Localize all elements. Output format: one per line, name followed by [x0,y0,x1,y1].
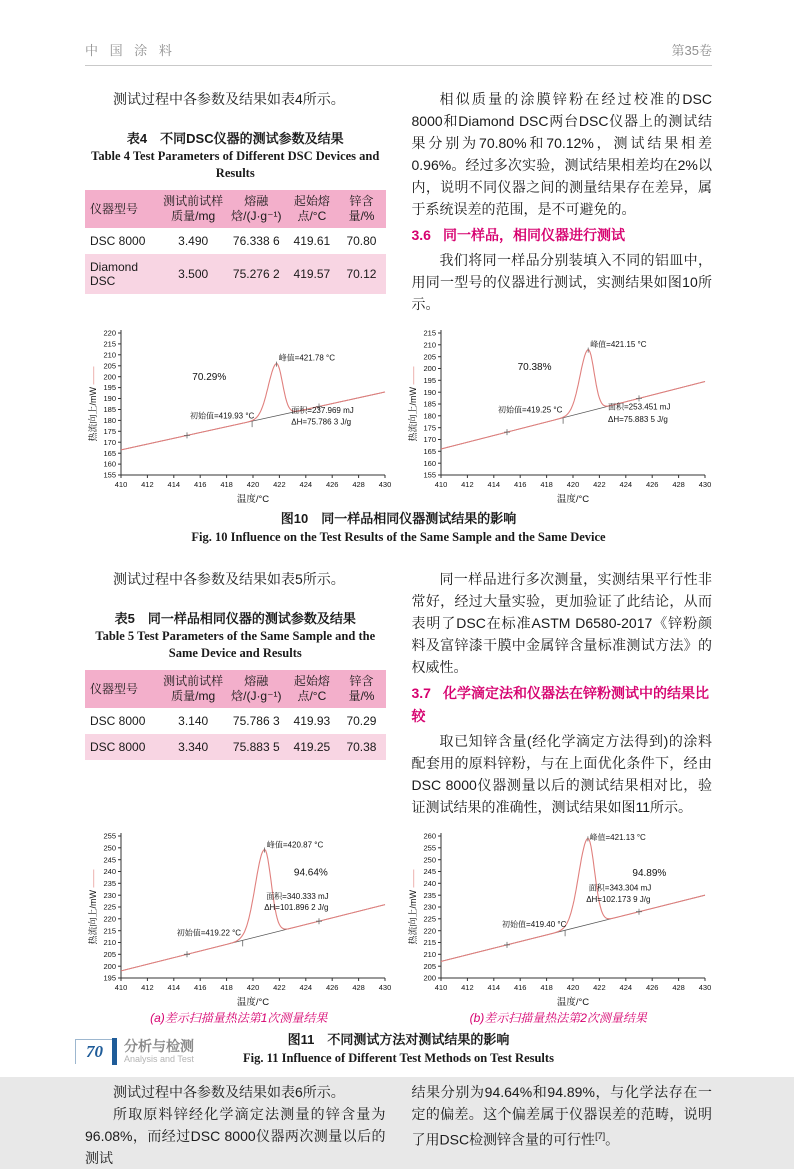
section-heading-3-7 [412,682,713,728]
svg-text:初始值=419.22 °C: 初始值=419.22 °C [176,928,242,938]
column-header: 锌含量/% [337,670,385,708]
svg-text:422: 422 [273,480,286,489]
svg-text:205: 205 [422,352,436,362]
svg-text:414: 414 [487,480,500,489]
table-cell: 419.93 [293,714,331,728]
svg-text:165: 165 [422,446,436,456]
table-cell: DSC 8000 [90,714,146,728]
svg-text:215: 215 [103,339,116,349]
svg-text:94.64%: 94.64% [293,867,328,879]
table-4 [85,190,386,294]
left-column-2 [85,568,386,818]
svg-text:200: 200 [103,372,116,382]
row-1 [85,88,712,315]
svg-text:面积=253.451 mJ: 面积=253.451 mJ [607,402,670,412]
table4-title-en-1: Table 4 Test Parameters of Different DSC Devices and [91,149,380,163]
svg-text:ΔH=101.896 2 J/g: ΔH=101.896 2 J/g [264,902,329,912]
svg-text:210: 210 [422,949,436,959]
table-cell: 75.883 5 [232,740,280,754]
svg-text:420: 420 [566,983,579,992]
journal-name: 中 国 涂 料 [85,43,176,58]
table5-title-en-1: Table 5 Test Parameters of the Same Sample and the [95,629,376,643]
column-header: 起始熔点/°C [286,670,337,708]
figure-10-charts [85,325,712,505]
svg-text:240: 240 [103,867,116,877]
figure-11-charts [85,828,712,1026]
svg-text:190: 190 [103,394,116,404]
table5-title-en-2: Same Device and Results [168,646,302,660]
svg-text:峰值=420.87 °C: 峰值=420.87 °C [266,840,324,850]
svg-text:195: 195 [103,973,116,983]
svg-text:热流向上/mW ——: 热流向上/mW —— [88,869,98,945]
dsc-curve-svg [405,828,711,1008]
svg-text:175: 175 [422,423,436,433]
reference-7: [7] [595,1131,606,1141]
table-cell: 419.57 [293,267,331,281]
figure-10-caption-en: Fig. 10 Influence on the Test Results of the Same Sample and the Same Device [191,530,606,544]
svg-text:426: 426 [325,983,339,992]
table-5 [85,670,386,760]
svg-text:245: 245 [422,867,436,877]
svg-text:温度/°C: 温度/°C [556,494,589,505]
svg-text:225: 225 [103,902,116,912]
column-header: 起始熔点/°C [286,190,337,228]
svg-text:热流向上/mW ——: 热流向上/mW —— [88,366,98,442]
page-header [85,0,712,59]
svg-text:250: 250 [422,855,436,865]
svg-text:422: 422 [592,983,606,992]
paragraph-chemical-result: 所取原料锌经化学滴定法测量的锌含量为96.08%，而经过DSC 8000仪器两次测量以后的测试 [85,1106,386,1166]
svg-text:418: 418 [539,983,553,992]
table-row [85,734,386,760]
section-heading-3-6 [412,224,713,247]
svg-text:180: 180 [103,416,116,425]
conclusion-end: 。 [605,1131,620,1148]
figure-11-caption-cn: 图11 不同测试方法对测试结果的影响 [287,1032,510,1047]
svg-text:200: 200 [103,961,116,971]
figure-10-caption [85,509,712,546]
svg-text:峰值=421.78 °C: 峰值=421.78 °C [278,353,336,363]
table-cell: 76.338 6 [232,234,280,248]
svg-text:412: 412 [141,480,154,489]
svg-text:热流向上/mW ——: 热流向上/mW —— [407,869,418,945]
footer-section-en: Analysis and Test [124,1053,194,1064]
svg-text:面积=343.304 mJ: 面积=343.304 mJ [588,883,651,893]
svg-text:412: 412 [460,983,474,992]
svg-text:220: 220 [103,914,116,924]
right-column-3 [412,1081,713,1169]
column-header: 熔融焓/(J·g⁻¹) [226,190,286,228]
svg-text:420: 420 [246,480,260,489]
footer-section [124,1039,194,1065]
table-cell: DSC 8000 [90,740,146,754]
figure-11-caption-en: Fig. 11 Influence of Different Test Methods on Test Results [243,1051,554,1065]
svg-text:410: 410 [434,480,447,489]
svg-text:210: 210 [103,938,116,948]
paragraph-table5-intro: 测试过程中各参数及结果如表5所示。 [113,571,345,587]
svg-text:面积=237.969 mJ: 面积=237.969 mJ [291,406,354,415]
dsc-curve-svg [405,325,711,505]
svg-text:235: 235 [103,878,116,888]
table-cell: 70.12 [346,267,377,281]
svg-text:温度/°C: 温度/°C [556,997,589,1008]
svg-text:422: 422 [273,983,286,992]
column-header: 熔融焓/(J·g⁻¹) [226,670,286,708]
svg-text:422: 422 [592,480,606,489]
svg-text:412: 412 [460,480,474,489]
table-cell: 70.80 [346,234,377,248]
svg-text:70.29%: 70.29% [192,372,227,383]
svg-text:205: 205 [103,949,116,959]
svg-text:424: 424 [299,480,313,489]
table-cell: 3.490 [178,234,209,248]
svg-text:160: 160 [103,459,116,469]
svg-text:峰值=421.13 °C: 峰值=421.13 °C [589,833,646,842]
svg-text:180: 180 [422,411,436,421]
table-cell: 419.61 [293,234,331,248]
section-number: 3.7 [411,685,431,701]
dsc-chart-fig11a [85,828,393,1008]
svg-text:410: 410 [114,983,128,992]
section-title: 同一样品，相同仪器进行测试 [442,227,625,243]
subcaption-a: (a)差示扫描量热法第1次测量结果 [150,1011,328,1025]
table-cell: 419.25 [293,740,331,754]
column-header: 锌含量/% [337,190,385,228]
row-3 [85,1081,712,1169]
svg-text:424: 424 [619,480,632,489]
svg-text:416: 416 [513,480,526,489]
svg-text:416: 416 [193,480,207,489]
section-number: 3.6 [411,227,431,243]
table-cell: 70.38 [346,740,377,754]
svg-text:94.89%: 94.89% [631,867,666,879]
svg-text:245: 245 [103,855,116,865]
table-row [85,228,386,254]
column-header: 测试前试样质量/mg [160,190,226,228]
svg-text:430: 430 [378,480,392,489]
svg-text:414: 414 [487,983,500,992]
svg-text:418: 418 [539,480,553,489]
dsc-curve-svg [85,325,391,505]
svg-text:428: 428 [352,480,365,489]
svg-text:430: 430 [698,480,711,489]
paragraph-table6-intro: 测试过程中各参数及结果如表6所示。 [113,1084,345,1100]
svg-text:190: 190 [422,387,436,397]
section-title: 化学滴定法和仪器法在锌粉测试中的结果比较 [411,685,709,724]
paragraph-3-6: 我们将同一样品分别装填入不同的铝皿中，用同一型号的仪器进行测试，实测结果如图10所示。 [411,252,712,312]
table-row [85,254,386,294]
svg-text:430: 430 [698,983,711,992]
svg-text:426: 426 [645,983,658,992]
row-2 [85,568,712,818]
svg-text:410: 410 [434,983,447,992]
svg-text:210: 210 [103,350,116,360]
subcaption-b: (b)差示扫描量热法第2次测量结果 [469,1011,647,1025]
table-cell: Diamond DSC [90,260,139,288]
svg-text:235: 235 [422,890,436,900]
svg-text:255: 255 [103,831,116,841]
figure-11 [85,828,712,1067]
page-number: 70 [75,1039,112,1064]
paragraph-conclusion [412,1081,713,1151]
svg-text:185: 185 [103,405,116,415]
table-cell: 3.500 [178,267,209,281]
left-column-1 [85,88,386,315]
table-cell: DSC 8000 [90,234,146,248]
svg-text:424: 424 [619,983,632,992]
table4-block [85,130,386,294]
table-cell: 75.276 2 [232,267,280,281]
column-header: 仪器型号 [85,670,160,708]
svg-text:428: 428 [352,983,365,992]
paragraph-3-7: 取已知锌含量(经化学滴定方法得到)的涂料配套用的原料锌粉，与在上面优化条件下，经由DSC 8000仪器测量以后的测试结果相对比，验证测试结果的准确性，测试结果如图11所示。 [411,733,712,815]
svg-text:185: 185 [422,399,436,409]
svg-text:ΔH=102.173 9 J/g: ΔH=102.173 9 J/g [585,894,650,904]
column-header: 仪器型号 [85,190,160,228]
svg-text:初始值=419.25 °C: 初始值=419.25 °C [497,405,562,415]
svg-text:418: 418 [220,480,233,489]
svg-text:195: 195 [422,375,436,385]
svg-text:205: 205 [422,961,436,971]
right-column-2 [412,568,713,818]
svg-text:255: 255 [422,843,436,853]
svg-text:215: 215 [422,328,436,338]
svg-text:414: 414 [167,983,181,992]
table-cell: 3.340 [178,740,209,754]
svg-text:200: 200 [422,364,436,374]
svg-text:170: 170 [103,437,116,447]
table-cell: 70.29 [346,714,377,728]
svg-text:ΔH=75.786 3 J/g: ΔH=75.786 3 J/g [291,417,352,427]
page-footer [75,1038,194,1065]
svg-text:220: 220 [422,926,436,936]
svg-text:155: 155 [103,470,116,480]
svg-text:峰值=421.15 °C: 峰值=421.15 °C [589,340,647,350]
svg-text:160: 160 [422,458,436,468]
svg-text:165: 165 [103,448,116,458]
svg-text:155: 155 [422,470,436,480]
table-cell: 3.140 [178,714,209,728]
dsc-curve-svg [85,828,391,1008]
svg-text:426: 426 [645,480,658,489]
column-header: 测试前试样质量/mg [160,670,226,708]
svg-text:70.38%: 70.38% [517,362,552,374]
svg-text:热流向上/mW ——: 热流向上/mW —— [407,366,418,442]
table5-title-cn: 表5 同一样品相同仪器的测试参数及结果 [114,611,356,626]
svg-text:420: 420 [566,480,579,489]
svg-text:416: 416 [513,983,526,992]
header-rule [85,65,712,66]
dsc-chart-fig10a [85,325,393,505]
dsc-chart-fig11b [405,828,713,1008]
svg-text:210: 210 [422,340,436,350]
svg-text:428: 428 [671,983,685,992]
table-header-row [85,190,386,228]
svg-text:412: 412 [141,983,154,992]
paragraph-repeatability: 同一样品进行多次测量，实测结果平行性非常好，经过大量实验，更加验证了此结论，从而表明了DSC在标准ASTM D6580-2017《锌粉颜料及富锌漆干膜中金属锌含量标准测试方法》的权威性。 [411,571,712,675]
svg-text:230: 230 [103,890,116,900]
footer-section-cn: 分析与检测 [124,1037,194,1054]
svg-text:416: 416 [193,983,207,992]
svg-text:250: 250 [103,843,116,853]
conclusion-text: 结果分别为94.64%和94.89%，与化学法存在一定的偏差。这个偏差属于仪器误差的范畴，说明了用DSC检测锌含量的可行性 [411,1084,712,1148]
svg-text:温度/°C: 温度/°C [236,997,270,1008]
footer-bar [112,1038,117,1065]
dsc-chart-fig10b [405,325,713,505]
svg-text:260: 260 [422,831,436,841]
svg-text:418: 418 [220,983,233,992]
svg-text:410: 410 [114,480,128,489]
svg-text:175: 175 [103,426,116,436]
right-column-1 [412,88,713,315]
table-header-row [85,670,386,708]
svg-text:430: 430 [378,983,392,992]
svg-text:ΔH=75.883 5 J/g: ΔH=75.883 5 J/g [607,415,668,424]
table5-block [85,610,386,760]
svg-text:温度/°C: 温度/°C [236,494,270,505]
svg-text:初始值=419.93 °C: 初始值=419.93 °C [189,411,255,421]
svg-text:215: 215 [103,926,116,936]
svg-text:195: 195 [103,383,116,393]
svg-text:初始值=419.40 °C: 初始值=419.40 °C [501,919,566,929]
table-cell: 75.786 3 [232,714,280,728]
table4-title-cn: 表4 不同DSC仪器的测试参数及结果 [126,131,344,146]
table-row [85,708,386,734]
svg-text:420: 420 [246,983,260,992]
svg-text:240: 240 [422,878,436,888]
svg-text:205: 205 [103,361,116,371]
volume-number: 第35卷 [671,43,712,58]
svg-text:215: 215 [422,938,436,948]
paragraph-table4-intro: 测试过程中各参数及结果如表4所示。 [113,91,345,107]
left-column-3 [85,1081,386,1169]
svg-text:414: 414 [167,480,181,489]
svg-text:428: 428 [671,480,685,489]
svg-text:225: 225 [422,914,436,924]
svg-text:424: 424 [299,983,313,992]
paragraph-device-comparison: 相似质量的涂膜锌粉在经过校准的DSC 8000和Diamond DSC两台DSC仪器上的测试结果分别为70.80%和70.12%，测试结果相差0.96%。经过多次实验，测试结果相差均在2%以内，说明不同仪器之间的测量结果存在差异，属于系统误差的范围，是不可避免的。 [411,91,712,217]
svg-text:170: 170 [422,435,436,445]
table4-title-en-2: Results [215,166,255,180]
svg-text:230: 230 [422,902,436,912]
svg-text:220: 220 [103,328,116,338]
svg-text:面积=340.333 mJ: 面积=340.333 mJ [266,892,329,901]
figure-10 [85,325,712,546]
figure-10-caption-cn: 图10 同一样品相同仪器测试结果的影响 [280,511,517,526]
svg-text:200: 200 [422,973,436,983]
svg-text:426: 426 [325,480,339,489]
